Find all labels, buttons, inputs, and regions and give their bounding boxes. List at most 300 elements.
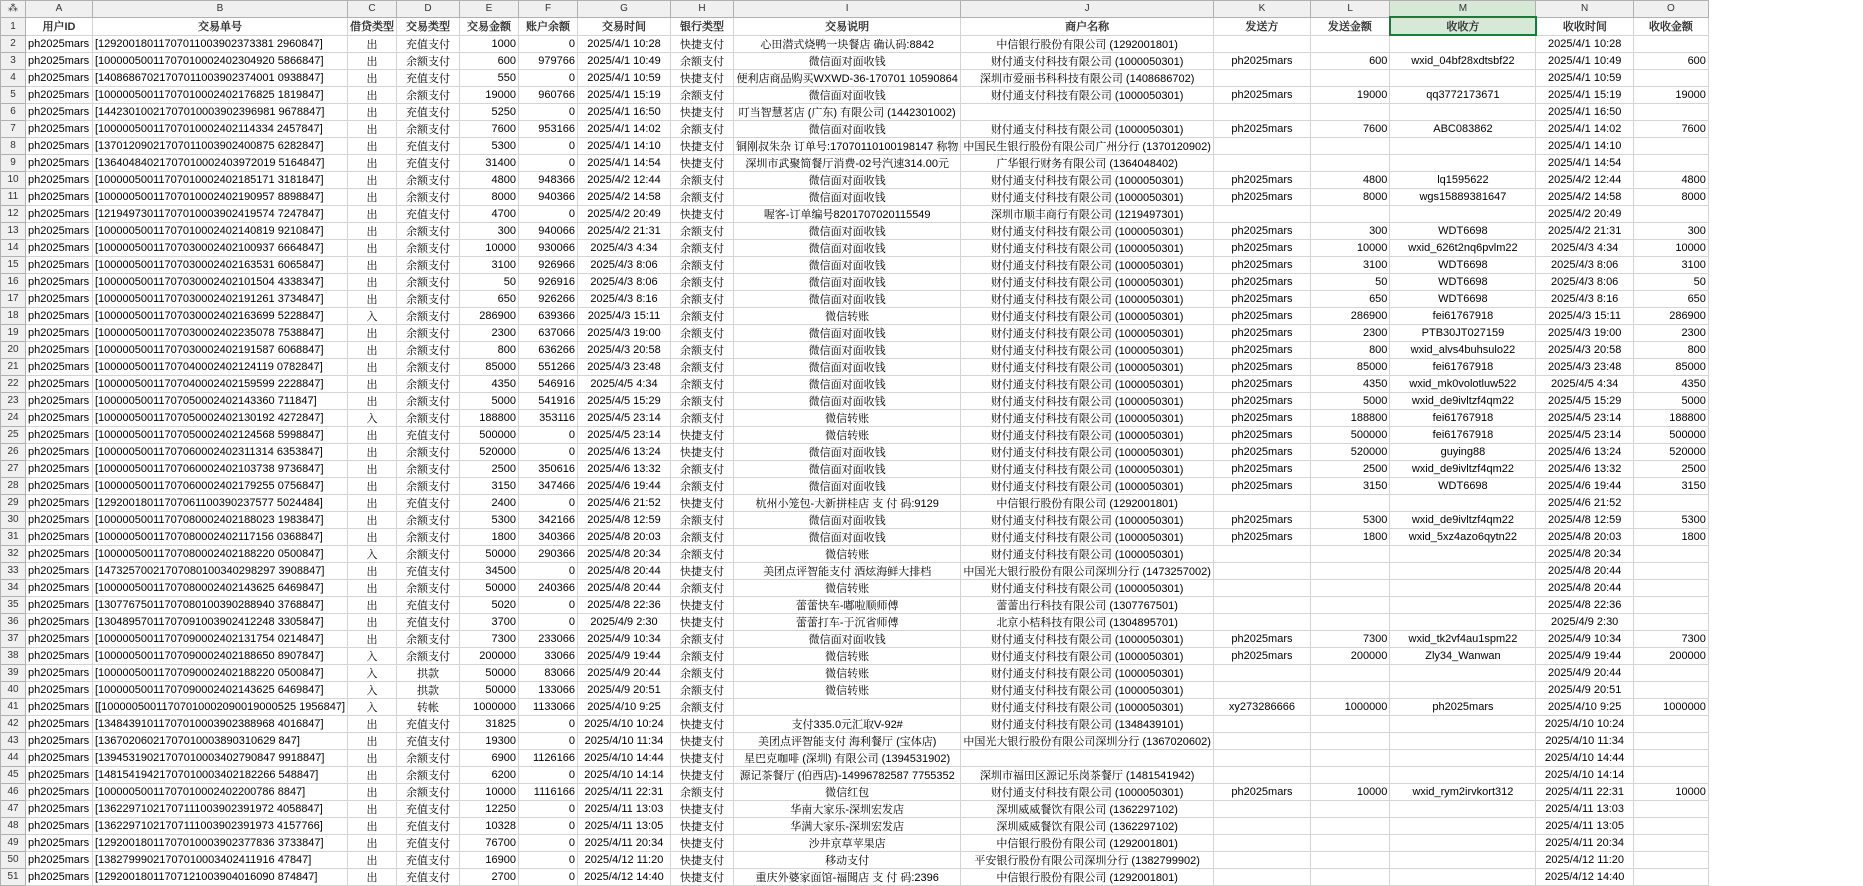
row-header-29[interactable]: 29	[1, 494, 26, 511]
cell-nn[interactable]	[1390, 681, 1536, 698]
cell-a[interactable]: ph2025mars	[26, 562, 93, 579]
cell-i[interactable]: 微信面对面收钱	[734, 86, 961, 103]
row-header-46[interactable]: 46	[1, 783, 26, 800]
cell-g[interactable]: 2025/4/11 20:34	[578, 834, 671, 851]
row-header-1[interactable]: 1	[1, 17, 26, 35]
cell-e[interactable]: 550	[460, 69, 519, 86]
cell-c[interactable]: 出	[348, 613, 397, 630]
cell-o[interactable]: 2025/4/10 11:34	[1536, 732, 1634, 749]
cell-o[interactable]: 2025/4/12 11:20	[1536, 851, 1634, 868]
table-row[interactable]	[1, 239, 1709, 256]
cell-i[interactable]: 美团点评智能支付 海利餐厅 (宝体店)	[734, 732, 961, 749]
cell-e[interactable]: 3700	[460, 613, 519, 630]
cell-o[interactable]: 2025/4/5 4:34	[1536, 375, 1634, 392]
cell-l[interactable]	[1213, 103, 1310, 120]
cell-c[interactable]: 出	[348, 103, 397, 120]
cell-j[interactable]: 财付通支付科技有限公司 (1000050301)	[961, 341, 1214, 358]
cell-j[interactable]: 财付通支付科技有限公司 (1000050301)	[961, 698, 1214, 715]
cell-o[interactable]: 2025/4/6 13:32	[1536, 460, 1634, 477]
row-header-6[interactable]: 6	[1, 103, 26, 120]
row-header-32[interactable]: 32	[1, 545, 26, 562]
cell-e[interactable]: 5000	[460, 392, 519, 409]
cell-f[interactable]: 342166	[519, 511, 578, 528]
cell-l[interactable]: ph2025mars	[1213, 375, 1310, 392]
row-header-5[interactable]: 5	[1, 86, 26, 103]
cell-d[interactable]: 充值支付	[397, 562, 460, 579]
table-row[interactable]	[1, 715, 1709, 732]
cell-i[interactable]: 微信面对面收钱	[734, 273, 961, 290]
cell-i[interactable]: 支付335.0元汇取V-92#	[734, 715, 961, 732]
cell-j[interactable]: 中国民生银行股份有限公司广州分行 (1370120902)	[961, 137, 1214, 154]
cell-p[interactable]	[1633, 800, 1708, 817]
cell-l[interactable]	[1213, 851, 1310, 868]
cell-h[interactable]: 余额支付	[671, 86, 734, 103]
row-header-51[interactable]: 51	[1, 868, 26, 885]
cell-p[interactable]: 7600	[1633, 120, 1708, 137]
cell-j[interactable]: 财付通支付科技有限公司 (1000050301)	[961, 188, 1214, 205]
cell-p[interactable]: 188800	[1633, 409, 1708, 426]
cell-f[interactable]: 926916	[519, 273, 578, 290]
cell-p[interactable]	[1633, 494, 1708, 511]
cell-c[interactable]: 出	[348, 511, 397, 528]
cell-l[interactable]	[1213, 817, 1310, 834]
cell-b[interactable]: [10000050011707010002402185171 3181847]	[93, 171, 348, 188]
cell-nn[interactable]	[1390, 35, 1536, 52]
cell-f[interactable]: 133066	[519, 681, 578, 698]
cell-o[interactable]: 2025/4/1 14:02	[1536, 120, 1634, 137]
cell-j[interactable]: 财付通支付科技有限公司 (1000050301)	[961, 290, 1214, 307]
cell-p[interactable]: 10000	[1633, 783, 1708, 800]
cell-b[interactable]: [10000050011707010002402140819 9210847]	[93, 222, 348, 239]
column-header-f[interactable]: F	[519, 1, 578, 18]
row-header-37[interactable]: 37	[1, 630, 26, 647]
cell-c[interactable]: 出	[348, 426, 397, 443]
cell-g[interactable]: 2025/4/9 20:44	[578, 664, 671, 681]
cell-nn[interactable]	[1390, 137, 1536, 154]
cell-nn[interactable]: ABC083862	[1390, 120, 1536, 137]
cell-f[interactable]: 541916	[519, 392, 578, 409]
cell-d[interactable]: 充值支付	[397, 613, 460, 630]
cell-l[interactable]: ph2025mars	[1213, 324, 1310, 341]
cell-h[interactable]: 余额支付	[671, 579, 734, 596]
cell-g[interactable]: 2025/4/2 20:49	[578, 205, 671, 222]
cell-m[interactable]: 600	[1310, 52, 1390, 69]
cell-h[interactable]: 余额支付	[671, 290, 734, 307]
cell-o[interactable]: 2025/4/9 20:51	[1536, 681, 1634, 698]
cell-b[interactable]: [10000050011707060002402311314 6353847]	[93, 443, 348, 460]
cell-b[interactable]: [13622971021707111003902391973 4157766]	[93, 817, 348, 834]
cell-b[interactable]: [13048957011707091003902412248 3305847]	[93, 613, 348, 630]
cell-i[interactable]: 微信面对面收钱	[734, 239, 961, 256]
cell-m[interactable]	[1310, 715, 1390, 732]
cell-f[interactable]: 0	[519, 103, 578, 120]
table-row[interactable]	[1, 681, 1709, 698]
cell-o[interactable]: 2025/4/8 20:03	[1536, 528, 1634, 545]
cell-b[interactable]: [10000050011707010002402176825 1819847]	[93, 86, 348, 103]
cell-j[interactable]: 中信银行股份有限公司 (1292001801)	[961, 494, 1214, 511]
cell-b[interactable]: [10000050011707090002402131754 0214847]	[93, 630, 348, 647]
cell-i[interactable]: 移动支付	[734, 851, 961, 868]
cell-m[interactable]	[1310, 681, 1390, 698]
cell-a[interactable]: ph2025mars	[26, 426, 93, 443]
cell-g[interactable]: 2025/4/9 20:51	[578, 681, 671, 698]
row-header-10[interactable]: 10	[1, 171, 26, 188]
cell-nn[interactable]	[1390, 494, 1536, 511]
cell-e[interactable]: 2500	[460, 460, 519, 477]
cell-nn[interactable]: fei61767918	[1390, 426, 1536, 443]
cell-h[interactable]: 快捷支付	[671, 800, 734, 817]
cell-c[interactable]: 出	[348, 341, 397, 358]
cell-c[interactable]: 入	[348, 698, 397, 715]
cell-i[interactable]: 微信面对面收钱	[734, 256, 961, 273]
cell-a[interactable]: ph2025mars	[26, 256, 93, 273]
cell-g[interactable]: 2025/4/5 15:29	[578, 392, 671, 409]
cell-o[interactable]: 2025/4/8 20:44	[1536, 579, 1634, 596]
cell-e[interactable]: 200000	[460, 647, 519, 664]
cell-l[interactable]	[1213, 749, 1310, 766]
row-header-44[interactable]: 44	[1, 749, 26, 766]
cell-c[interactable]: 出	[348, 494, 397, 511]
cell-i[interactable]: 蕾蕾打车-于沉省师傅	[734, 613, 961, 630]
cell-a[interactable]: ph2025mars	[26, 239, 93, 256]
cell-nn[interactable]: wxid_tk2vf4au1spm22	[1390, 630, 1536, 647]
cell-l[interactable]	[1213, 596, 1310, 613]
cell-e[interactable]: 31825	[460, 715, 519, 732]
cell-l[interactable]: ph2025mars	[1213, 290, 1310, 307]
cell-f[interactable]: 639366	[519, 307, 578, 324]
cell-nn[interactable]	[1390, 732, 1536, 749]
cell-h[interactable]: 快捷支付	[671, 596, 734, 613]
cell-d[interactable]: 拱款	[397, 664, 460, 681]
cell-d[interactable]: 充值支付	[397, 800, 460, 817]
cell-nn[interactable]	[1390, 69, 1536, 86]
cell-m[interactable]: 2300	[1310, 324, 1390, 341]
column-header-j[interactable]: J	[961, 1, 1214, 18]
cell-i[interactable]: 微信面对面收钱	[734, 443, 961, 460]
cell-b[interactable]: [13827999021707010003402411916 47847]	[93, 851, 348, 868]
cell-c[interactable]: 入	[348, 307, 397, 324]
cell-h[interactable]: 余额支付	[671, 171, 734, 188]
cell-p[interactable]: 10000	[1633, 239, 1708, 256]
cell-c[interactable]: 出	[348, 579, 397, 596]
cell-i[interactable]: 微信面对面收钱	[734, 171, 961, 188]
cell-p[interactable]: 8000	[1633, 188, 1708, 205]
cell-i[interactable]: 微信面对面收钱	[734, 477, 961, 494]
cell-a[interactable]: ph2025mars	[26, 324, 93, 341]
cell-g[interactable]: 2025/4/12 11:20	[578, 851, 671, 868]
cell-i[interactable]: 微信转账	[734, 579, 961, 596]
corner-select-all[interactable]: ⁂	[1, 1, 26, 18]
cell-e[interactable]: 1800	[460, 528, 519, 545]
cell-nn[interactable]: WDT6698	[1390, 256, 1536, 273]
cell-d[interactable]: 余额支付	[397, 630, 460, 647]
cell-d[interactable]: 余额支付	[397, 375, 460, 392]
cell-g[interactable]: 2025/4/1 15:19	[578, 86, 671, 103]
cell-l[interactable]	[1213, 579, 1310, 596]
cell-m[interactable]: 10000	[1310, 239, 1390, 256]
cell-a[interactable]: ph2025mars	[26, 52, 93, 69]
cell-g[interactable]: 2025/4/3 15:11	[578, 307, 671, 324]
cell-b[interactable]: [10000050011707010002402304920 5866847]	[93, 52, 348, 69]
cell-nn[interactable]	[1390, 545, 1536, 562]
cell-e[interactable]: 50000	[460, 579, 519, 596]
cell-d[interactable]: 余额支付	[397, 358, 460, 375]
cell-h[interactable]: 余额支付	[671, 783, 734, 800]
cell-i[interactable]: 微信红包	[734, 783, 961, 800]
cell-f[interactable]: 637066	[519, 324, 578, 341]
cell-a[interactable]: ph2025mars	[26, 511, 93, 528]
cell-m[interactable]: 5300	[1310, 511, 1390, 528]
column-header-n[interactable]: N	[1536, 1, 1634, 18]
cell-p[interactable]	[1633, 562, 1708, 579]
column-header-e[interactable]: E	[460, 1, 519, 18]
cell-f[interactable]: 290366	[519, 545, 578, 562]
cell-a[interactable]: ph2025mars	[26, 154, 93, 171]
cell-c[interactable]: 出	[348, 868, 397, 885]
cell-o[interactable]: 2025/4/9 20:44	[1536, 664, 1634, 681]
cell-f[interactable]: 1116166	[519, 783, 578, 800]
cell-h[interactable]: 快捷支付	[671, 732, 734, 749]
cell-o[interactable]: 2025/4/9 19:44	[1536, 647, 1634, 664]
cell-g[interactable]: 2025/4/8 20:03	[578, 528, 671, 545]
cell-o[interactable]: 2025/4/10 14:44	[1536, 749, 1634, 766]
cell-c[interactable]: 出	[348, 52, 397, 69]
field-header-b[interactable]: 交易单号	[93, 17, 348, 35]
table-row[interactable]	[1, 783, 1709, 800]
cell-j[interactable]: 财付通支付科技有限公司 (1000050301)	[961, 426, 1214, 443]
row-header-2[interactable]: 2	[1, 35, 26, 52]
cell-p[interactable]: 2500	[1633, 460, 1708, 477]
cell-m[interactable]	[1310, 562, 1390, 579]
cell-a[interactable]: ph2025mars	[26, 460, 93, 477]
row-header-22[interactable]: 22	[1, 375, 26, 392]
cell-a[interactable]: ph2025mars	[26, 358, 93, 375]
cell-nn[interactable]: wxid_rym2irvkort312	[1390, 783, 1536, 800]
cell-o[interactable]: 2025/4/2 20:49	[1536, 205, 1634, 222]
cell-h[interactable]: 余额支付	[671, 647, 734, 664]
cell-e[interactable]: 10000	[460, 783, 519, 800]
cell-b[interactable]: [12920018011707010003902377836 3733847]	[93, 834, 348, 851]
cell-e[interactable]: 31400	[460, 154, 519, 171]
cell-c[interactable]: 出	[348, 800, 397, 817]
cell-d[interactable]: 余额支付	[397, 409, 460, 426]
cell-a[interactable]: ph2025mars	[26, 443, 93, 460]
cell-nn[interactable]	[1390, 749, 1536, 766]
field-header-e[interactable]: 交易金额	[460, 17, 519, 35]
cell-c[interactable]: 出	[348, 749, 397, 766]
cell-nn[interactable]	[1390, 579, 1536, 596]
cell-h[interactable]: 余额支付	[671, 664, 734, 681]
cell-e[interactable]: 5020	[460, 596, 519, 613]
table-row[interactable]	[1, 443, 1709, 460]
cell-l[interactable]: ph2025mars	[1213, 409, 1310, 426]
cell-m[interactable]: 5000	[1310, 392, 1390, 409]
cell-l[interactable]	[1213, 868, 1310, 885]
table-row[interactable]	[1, 375, 1709, 392]
cell-e[interactable]: 600	[460, 52, 519, 69]
table-row[interactable]	[1, 86, 1709, 103]
cell-g[interactable]: 2025/4/3 23:48	[578, 358, 671, 375]
cell-b[interactable]: [13484391011707010003902388968 4016847]	[93, 715, 348, 732]
cell-a[interactable]: ph2025mars	[26, 851, 93, 868]
cell-o[interactable]: 2025/4/10 10:24	[1536, 715, 1634, 732]
cell-a[interactable]: ph2025mars	[26, 630, 93, 647]
table-row[interactable]	[1, 307, 1709, 324]
cell-g[interactable]: 2025/4/10 10:24	[578, 715, 671, 732]
cell-d[interactable]: 余额支付	[397, 579, 460, 596]
cell-f[interactable]: 0	[519, 205, 578, 222]
cell-c[interactable]: 入	[348, 664, 397, 681]
field-header-i[interactable]: 交易说明	[734, 17, 961, 35]
cell-g[interactable]: 2025/4/9 2:30	[578, 613, 671, 630]
cell-m[interactable]: 300	[1310, 222, 1390, 239]
cell-m[interactable]: 4800	[1310, 171, 1390, 188]
field-header-m[interactable]: 发送金额	[1310, 17, 1390, 35]
cell-m[interactable]: 4350	[1310, 375, 1390, 392]
cell-j[interactable]: 财付通支付科技有限公司 (1000050301)	[961, 545, 1214, 562]
cell-a[interactable]: ph2025mars	[26, 596, 93, 613]
cell-g[interactable]: 2025/4/8 20:44	[578, 579, 671, 596]
cell-d[interactable]: 余额支付	[397, 511, 460, 528]
cell-f[interactable]: 347466	[519, 477, 578, 494]
cell-m[interactable]	[1310, 732, 1390, 749]
cell-b[interactable]: [10000050011707040002402159599 2228847]	[93, 375, 348, 392]
cell-c[interactable]: 出	[348, 69, 397, 86]
row-header-18[interactable]: 18	[1, 307, 26, 324]
cell-p[interactable]	[1633, 103, 1708, 120]
field-header-a[interactable]: 用户ID	[26, 17, 93, 35]
cell-a[interactable]: ph2025mars	[26, 749, 93, 766]
cell-b[interactable]: [10000050011707050002402130192 4272847]	[93, 409, 348, 426]
table-row[interactable]	[1, 647, 1709, 664]
cell-nn[interactable]: wxid_de9ivltzf4qm22	[1390, 460, 1536, 477]
cell-nn[interactable]	[1390, 596, 1536, 613]
cell-a[interactable]: ph2025mars	[26, 205, 93, 222]
cell-f[interactable]: 0	[519, 715, 578, 732]
cell-l[interactable]	[1213, 681, 1310, 698]
cell-i[interactable]: 深圳市武聚简餐厅消费-02号汽速314.00元	[734, 154, 961, 171]
cell-p[interactable]	[1633, 69, 1708, 86]
cell-f[interactable]: 0	[519, 596, 578, 613]
cell-o[interactable]: 2025/4/6 19:44	[1536, 477, 1634, 494]
cell-g[interactable]: 2025/4/11 22:31	[578, 783, 671, 800]
cell-b[interactable]: [10000050011707080002402188023 1983847]	[93, 511, 348, 528]
table-row[interactable]	[1, 392, 1709, 409]
cell-a[interactable]: ph2025mars	[26, 273, 93, 290]
cell-c[interactable]: 出	[348, 443, 397, 460]
row-header-33[interactable]: 33	[1, 562, 26, 579]
cell-m[interactable]: 1000000	[1310, 698, 1390, 715]
cell-nn[interactable]: Zly34_Wanwan	[1390, 647, 1536, 664]
cell-g[interactable]: 2025/4/8 22:36	[578, 596, 671, 613]
cell-e[interactable]: 800	[460, 341, 519, 358]
cell-c[interactable]: 出	[348, 817, 397, 834]
cell-f[interactable]: 948366	[519, 171, 578, 188]
cell-h[interactable]: 快捷支付	[671, 154, 734, 171]
cell-a[interactable]: ph2025mars	[26, 171, 93, 188]
cell-nn[interactable]: wxid_626t2nq6pvlm22	[1390, 239, 1536, 256]
cell-o[interactable]: 2025/4/9 10:34	[1536, 630, 1634, 647]
cell-e[interactable]: 5300	[460, 511, 519, 528]
cell-h[interactable]: 快捷支付	[671, 613, 734, 630]
cell-j[interactable]	[961, 749, 1214, 766]
cell-i[interactable]: 微信转账	[734, 307, 961, 324]
cell-i[interactable]: 喔客-订单编号8201707020115549	[734, 205, 961, 222]
cell-d[interactable]: 充值支付	[397, 732, 460, 749]
cell-e[interactable]: 3150	[460, 477, 519, 494]
cell-f[interactable]: 353116	[519, 409, 578, 426]
cell-l[interactable]: ph2025mars	[1213, 392, 1310, 409]
cell-i[interactable]: 微信转账	[734, 545, 961, 562]
table-row[interactable]	[1, 188, 1709, 205]
cell-g[interactable]: 2025/4/3 4:34	[578, 239, 671, 256]
cell-e[interactable]: 4350	[460, 375, 519, 392]
cell-b[interactable]: [[10000050011707010002090019000525 1956847]	[93, 698, 348, 715]
cell-g[interactable]: 2025/4/5 23:14	[578, 409, 671, 426]
row-header-38[interactable]: 38	[1, 647, 26, 664]
cell-g[interactable]: 2025/4/2 21:31	[578, 222, 671, 239]
cell-o[interactable]: 2025/4/3 8:06	[1536, 256, 1634, 273]
cell-p[interactable]	[1633, 834, 1708, 851]
cell-b[interactable]: [14732570021707080100340298297 3908847]	[93, 562, 348, 579]
field-header-g[interactable]: 交易时间	[578, 17, 671, 35]
cell-l[interactable]: ph2025mars	[1213, 307, 1310, 324]
cell-a[interactable]: ph2025mars	[26, 188, 93, 205]
cell-l[interactable]	[1213, 69, 1310, 86]
cell-i[interactable]: 微信面对面收钱	[734, 375, 961, 392]
cell-nn[interactable]: lq1595622	[1390, 171, 1536, 188]
cell-nn[interactable]	[1390, 562, 1536, 579]
cell-d[interactable]: 充值支付	[397, 715, 460, 732]
cell-e[interactable]: 10328	[460, 817, 519, 834]
cell-l[interactable]	[1213, 766, 1310, 783]
cell-j[interactable]: 财付通支付科技有限公司 (1000050301)	[961, 460, 1214, 477]
cell-nn[interactable]: fei61767918	[1390, 409, 1536, 426]
cell-d[interactable]: 余额支付	[397, 188, 460, 205]
cell-d[interactable]: 转帐	[397, 698, 460, 715]
cell-p[interactable]: 286900	[1633, 307, 1708, 324]
cell-g[interactable]: 2025/4/6 13:32	[578, 460, 671, 477]
column-header-m[interactable]: M	[1390, 1, 1536, 18]
cell-d[interactable]: 充值支付	[397, 596, 460, 613]
row-header-24[interactable]: 24	[1, 409, 26, 426]
cell-i[interactable]: 微信面对面收钱	[734, 324, 961, 341]
table-row[interactable]	[1, 358, 1709, 375]
cell-j[interactable]: 财付通支付科技有限公司 (1000050301)	[961, 511, 1214, 528]
row-header-27[interactable]: 27	[1, 460, 26, 477]
cell-j[interactable]: 财付通支付科技有限公司 (1348439101)	[961, 715, 1214, 732]
cell-h[interactable]: 余额支付	[671, 307, 734, 324]
cell-o[interactable]: 2025/4/8 20:34	[1536, 545, 1634, 562]
cell-j[interactable]: 财付通支付科技有限公司 (1000050301)	[961, 256, 1214, 273]
cell-p[interactable]	[1633, 664, 1708, 681]
cell-h[interactable]: 快捷支付	[671, 443, 734, 460]
cell-i[interactable]: 微信面对面收钱	[734, 341, 961, 358]
cell-m[interactable]: 650	[1310, 290, 1390, 307]
cell-p[interactable]: 800	[1633, 341, 1708, 358]
cell-i[interactable]: 杭州小笼包-大新拼桂店 支 付 码:9129	[734, 494, 961, 511]
cell-g[interactable]: 2025/4/11 13:05	[578, 817, 671, 834]
cell-p[interactable]	[1633, 732, 1708, 749]
cell-f[interactable]: 0	[519, 851, 578, 868]
cell-l[interactable]	[1213, 732, 1310, 749]
cell-f[interactable]: 940366	[519, 188, 578, 205]
cell-f[interactable]: 930066	[519, 239, 578, 256]
cell-j[interactable]: 深圳威威餐饮有限公司 (1362297102)	[961, 817, 1214, 834]
row-header-9[interactable]: 9	[1, 154, 26, 171]
table-row[interactable]	[1, 562, 1709, 579]
cell-f[interactable]: 83066	[519, 664, 578, 681]
